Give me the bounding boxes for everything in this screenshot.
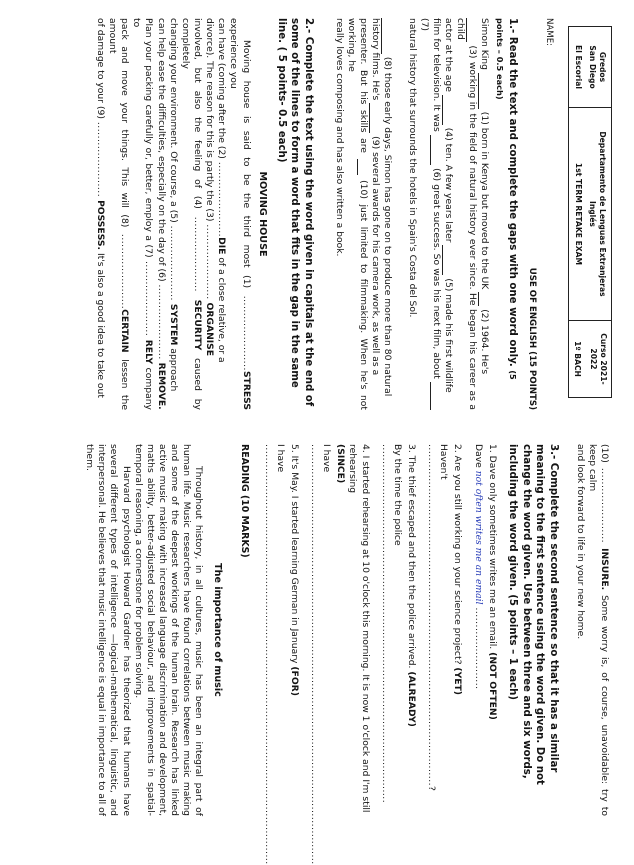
exam-header-table — [568, 26, 612, 398]
question-4: 4. I started rehearsing at 10 o'clock this morning. It is now 1 o'clock and I'm still rehearsing (SINCE) I have ........................................................................................................................... — [309, 444, 371, 865]
school-name: Gredos San Diego El Escorial — [568, 27, 611, 108]
section1-text: Simon King (1) born in Kenya but moved to the UK (2) 1964. He's (3) working in the field of natural history ever since. He began his career as a child actor at the age (4) ten. A few years later (5) made his first wildlife film for television. It was (6) great success. So was his next film, about (7) natural history that surrounds the hotels in Spain's Costa del Sol. (8) those early days, Simon has gone on to produce more than 80 natural history films. He's (9) several awards for his camera work, as well as a presenter. But his skills are (10) just limited to filmmaking. When he's not working, he really loves composing and has also written a book. — [333, 18, 491, 410]
gap-9[interactable] — [369, 103, 379, 133]
section2-text: Moving house is said to be the third most (1) ......................STRESS experience you can have (coming after the (2) ......................DIE of a close relative, or a divorce). The reason for this is partly the (3) ...................... ORGANISE involved, but also the feeling of (4) ...................... SECURITY caused by completely changing your environment. Of course, a (5) ...................... SYSTEM approach can help ease the difficulties, especially on the day of (6) ...................... REMOVE. Plan your packing carefully or, better, employ a (7) ...................... RELY company to pack and move your things. This will (8) ......................CERTAIN lessen the amount of damage to your (9) ...................... POSSESS. It's also a good idea to take out — [94, 18, 252, 411]
question-5: 5. It's May. I started learning German in January (FOR) I have ........................................................................................................................... — [262, 444, 300, 865]
gap-7[interactable] — [430, 382, 440, 410]
gap-10[interactable] — [357, 159, 367, 175]
section3-title: 3.- Complete the second sentence so that it has a similar meaning to the first sentence using the word given. Do not change the word given. Use between three and six words, including the word given. (5 points – 1 each) — [507, 444, 559, 785]
section2-continuation: (10) ...................... INSURE. Some worry is, of course, unavoidable: try to keep calm and look forward to life in your new home. — [574, 444, 610, 817]
gap-4[interactable] — [442, 95, 452, 125]
gap-2[interactable] — [478, 292, 488, 306]
answer-line-2[interactable]: ....................................................................................................? — [426, 444, 438, 792]
department-info: Departamento de Lenguas Extranjeras Inglés 1st TERM RETAKE EXAM — [568, 108, 611, 321]
reading-heading: READING (10 MARKS) — [238, 444, 250, 558]
question-2: 2. Are you still working on your science project? (YET) Haven't ....................................................................................................? — [426, 444, 464, 792]
use-of-english-heading: USE OF ENGLISH (15 POINTS) — [526, 267, 537, 410]
gap-6[interactable] — [430, 135, 440, 165]
answer-line-4[interactable]: ........................................................................................................................... — [309, 444, 321, 865]
course-info: Curso 2021-2022 1º BACH — [568, 321, 611, 398]
moving-house-title: MOVING HOUSE — [257, 171, 269, 257]
gap-3[interactable] — [466, 18, 476, 42]
reading-text: Throughout history, in all cultures, music has been an integral part of human life. Music researchers have found correlations between music making and some of the deepest workings of the human brain. Research has linked active music making with increased language discrimination and development, maths ability, better-adjusted social behaviour, and improvements in spatial-temporal reasoning, a cornerstone for problem solving. Harvard psychologist Howard Gardner has theorized that humans have several different types of intelligence —logical-mathematical, linguistic, and interpersonal. He believes that music intelligence is equal in importance to all of them. — [84, 444, 205, 816]
reading-text-title: The importance of music — [212, 563, 224, 697]
question-3: 3. The thief escaped and then the police arrived. (ALREADY) By the time the police ......................................................................................................... — [379, 444, 418, 804]
handwritten-answer-1[interactable]: not often writes me an email — [472, 470, 484, 605]
right-column — [0, 432, 634, 865]
section2-title: 2.- Complete the text using the word given in capitals at the end of some of the lines to form a word that fits in the gap in the same line. ( 5 points- 0.5 each) — [275, 18, 314, 407]
name-field[interactable]: NAME: — [543, 18, 554, 47]
gap-8[interactable] — [381, 18, 391, 54]
gap-5[interactable] — [442, 245, 452, 275]
answer-line-5[interactable]: ........................................................................................................................... — [262, 444, 274, 865]
answer-line-3[interactable]: ......................................................................................................... — [379, 444, 391, 804]
left-column — [0, 0, 634, 420]
gap-1[interactable] — [478, 73, 488, 109]
section1-title: 1.- Read the text and complete the gaps with one word only. (5 points – 0.5 each) — [494, 18, 519, 380]
question-1: 1. Dave only sometimes writes me an email. (NOT OFTEN) Dave not often writes me an email ........................ — [472, 444, 498, 720]
